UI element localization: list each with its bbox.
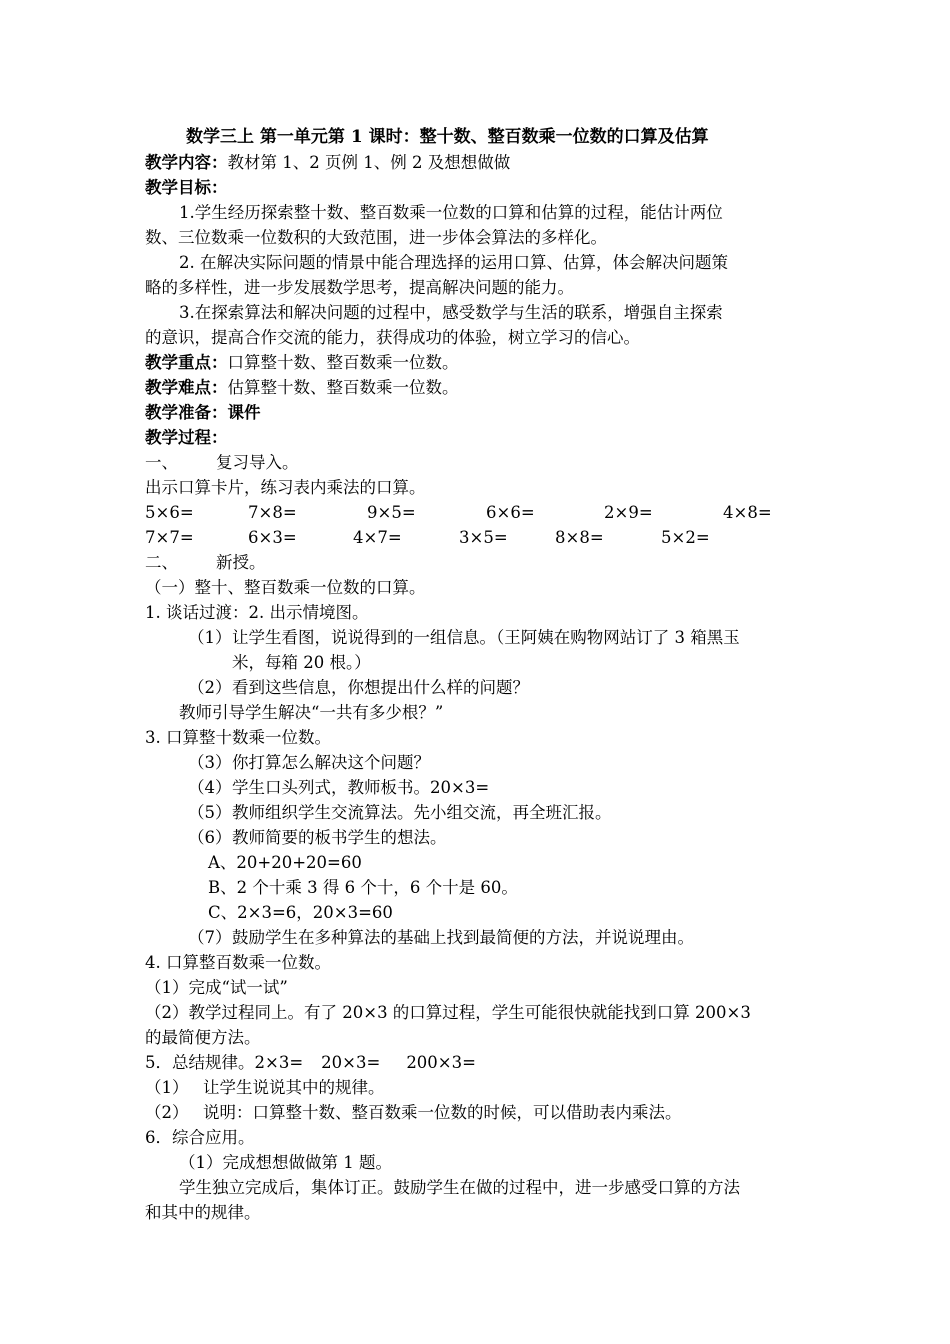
teaching-key (145, 353, 459, 373)
question-1-line-2: 米，每箱 20 根。） (232, 653, 371, 672)
point-5-expr-3: 200×3= (406, 1053, 476, 1072)
teaching-prep-label: 教学准备： (145, 403, 228, 422)
teaching-key-text: 口算整十数、整百数乘一位数。 (227, 353, 459, 372)
point-5-item-1-number: （1） (145, 1078, 189, 1097)
calc-r1-c6: 4×8= (723, 503, 772, 522)
goal-2-line-1: 2. 在解决实际问题的情景中能合理选择的运用口算、估算，体会解决问题策 (179, 253, 728, 272)
point-4: 4. 口算整百数乘一位数。 (145, 953, 331, 972)
document-title: 数学三上 第一单元第 1 课时：整十数、整百数乘一位数的口算及估算 (186, 127, 709, 147)
calc-r2-c5: 8×8= (555, 528, 604, 547)
calc-r2-c6: 5×2= (661, 528, 710, 547)
teaching-prep (145, 403, 261, 423)
point-3: 3. 口算整十数乘一位数。 (145, 728, 331, 747)
question-3-text: 你打算怎么解决这个问题？ (232, 753, 430, 772)
section-1-number: 一、 (145, 453, 178, 472)
teaching-content-text: 教材第 1、2 页例 1、例 2 及想想做做 (227, 153, 511, 172)
teaching-prep-text: 课件 (227, 403, 261, 422)
teaching-content-label: 教学内容： (145, 153, 228, 172)
point-4-item-2-line-2: 的最简便方法。 (145, 1028, 261, 1047)
point-5-item-1-text: 让学生说说其中的规律。 (203, 1078, 385, 1097)
point-1: 1. 谈话过渡：2. 出示情境图。 (145, 603, 369, 622)
section-2-heading (145, 553, 266, 573)
question-5-number: （5） (188, 803, 232, 822)
teaching-difficulty-label: 教学难点： (145, 378, 228, 397)
question-5-text: 教师组织学生交流算法。先小组交流，再全班汇报。 (232, 803, 612, 822)
goal-1-line-2: 数、三位数乘一位数积的大致范围，进一步体会算法的多样化。 (145, 228, 607, 247)
question-7-number: （7） (188, 928, 232, 947)
method-c: C、2×3=6，20×3=60 (208, 903, 393, 922)
point-5-item-2-number: （2） (145, 1103, 189, 1122)
teaching-content (145, 153, 510, 173)
teaching-goals-label: 教学目标： (145, 178, 228, 197)
point-6-item-2-line-1: 学生独立完成后，集体订正。鼓励学生在做的过程中，进一步感受口算的方法 (179, 1178, 740, 1197)
point-6-item-1: （1）完成想想做做第 1 题。 (179, 1153, 392, 1172)
section-2-number: 二、 (145, 553, 178, 572)
point-6: 6．综合应用。 (145, 1128, 255, 1147)
calc-r2-c2: 6×3= (248, 528, 297, 547)
section-1-heading (145, 453, 299, 473)
teaching-process-label: 教学过程： (145, 428, 228, 447)
calc-r1-c1: 5×6= (145, 503, 194, 522)
point-5 (145, 1053, 476, 1073)
question-1-number: （1） (188, 628, 232, 647)
goal-1-line-1: 1.学生经历探索整十数、整百数乘一位数的口算和估算的过程，能估计两位 (179, 203, 723, 222)
question-6-number: （6） (188, 828, 232, 847)
method-b: B、2 个十乘 3 得 6 个十，6 个十是 60。 (208, 878, 518, 897)
calc-r2-c4: 3×5= (459, 528, 508, 547)
point-5-label: 5．总结规律。 (145, 1053, 255, 1072)
teacher-guide: 教师引导学生解决“一共有多少根？” (179, 703, 444, 722)
calc-r1-c3: 9×5= (367, 503, 416, 522)
point-5-item-2-text: 说明：口算整十数、整百数乘一位数的时候，可以借助表内乘法。 (203, 1103, 682, 1122)
point-4-item-1: （1）完成“试一试” (145, 978, 288, 997)
point-5-expr-1: 2×3= (254, 1053, 304, 1072)
question-2-text: 看到这些信息，你想提出什么样的问题？ (232, 678, 529, 697)
point-4-item-2-line-1: （2）教学过程同上。有了 20×3 的口算过程，学生可能很快就能找到口算 200×3 (145, 1003, 751, 1022)
point-5-expr-2: 20×3= (321, 1053, 381, 1072)
method-a: A、20+20+20=60 (208, 853, 362, 872)
goal-3-line-1: 3.在探索算法和解决问题的过程中，感受数学与生活的联系，增强自主探索 (179, 303, 723, 322)
teaching-key-label: 教学重点： (145, 353, 228, 372)
subsection-1-heading: （一）整十、整百数乘一位数的口算。 (145, 578, 426, 597)
question-3-number: （3） (188, 753, 232, 772)
point-6-item-2-line-2: 和其中的规律。 (145, 1203, 261, 1222)
question-4-number: （4） (188, 778, 232, 797)
calc-r1-c5: 2×9= (604, 503, 653, 522)
question-2-number: （2） (188, 678, 232, 697)
section-2-text: 新授。 (216, 553, 266, 572)
section-1-description: 出示口算卡片，练习表内乘法的口算。 (145, 478, 426, 497)
question-6-text: 教师简要的板书学生的想法。 (232, 828, 447, 847)
teaching-difficulty (145, 378, 459, 398)
question-1-line-1: 让学生看图，说说得到的一组信息。（王阿姨在购物网站订了 3 箱黑玉 (232, 628, 740, 647)
section-1-text: 复习导入。 (216, 453, 299, 472)
goal-2-line-2: 略的多样性，进一步发展数学思考，提高解决问题的能力。 (145, 278, 574, 297)
calc-r2-c3: 4×7= (353, 528, 402, 547)
calc-r1-c4: 6×6= (486, 503, 535, 522)
goal-3-line-2: 的意识，提高合作交流的能力，获得成功的体验，树立学习的信心。 (145, 328, 640, 347)
calc-r1-c2: 7×8= (248, 503, 297, 522)
question-7-text: 鼓励学生在多种算法的基础上找到最简便的方法，并说说理由。 (232, 928, 694, 947)
question-4-text: 学生口头列式，教师板书。20×3= (232, 778, 490, 797)
calc-r2-c1: 7×7= (145, 528, 194, 547)
teaching-difficulty-text: 估算整十数、整百数乘一位数。 (227, 378, 459, 397)
